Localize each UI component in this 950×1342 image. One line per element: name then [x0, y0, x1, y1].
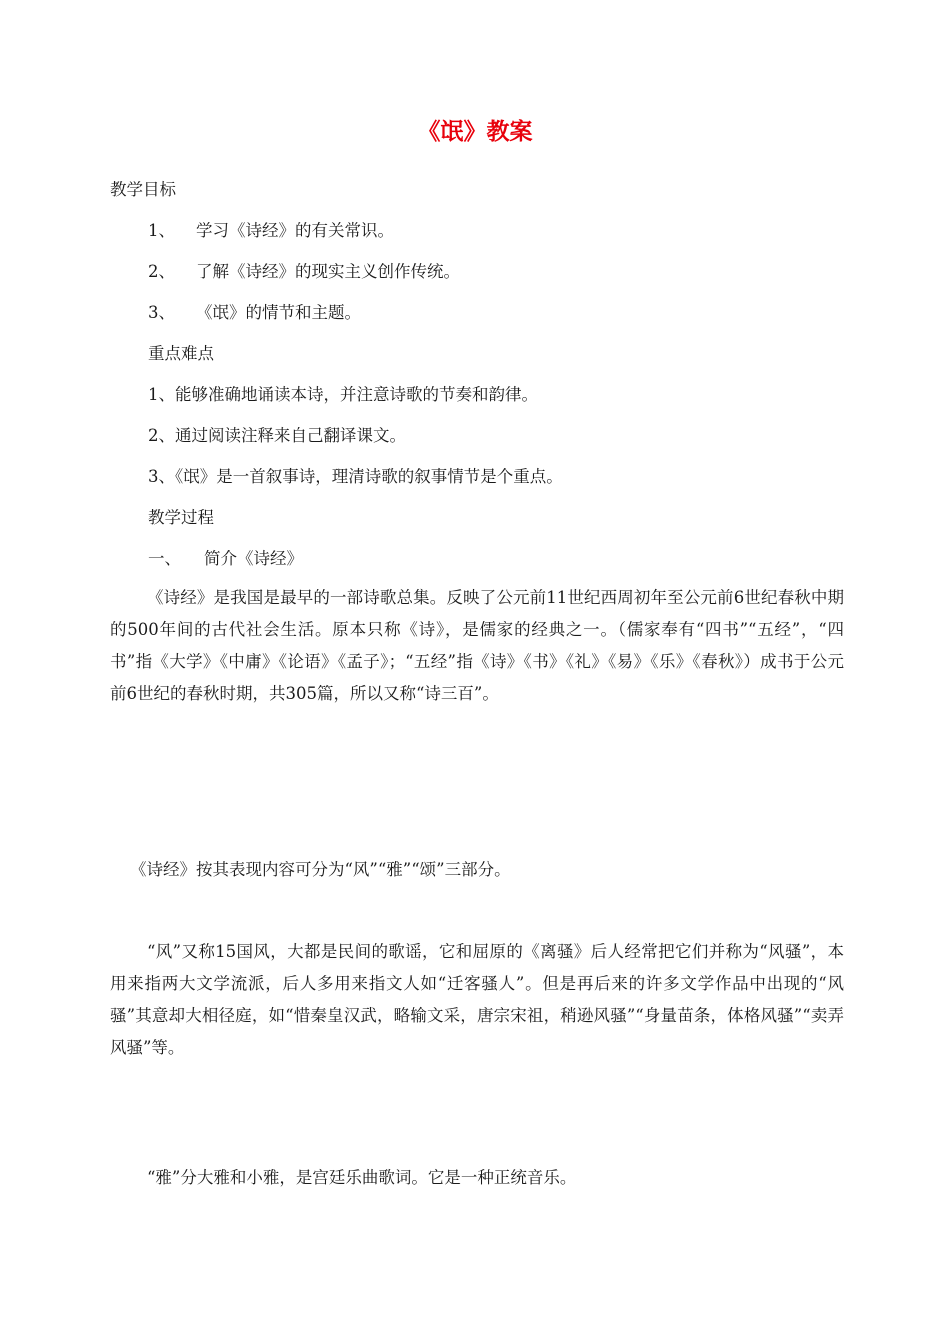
section-heading	[148, 547, 303, 571]
objective-number: 2、	[148, 262, 175, 281]
document-title: 《氓》教案	[417, 119, 533, 145]
objective-text: 了解《诗经》的现实主义创作传统。	[196, 262, 460, 281]
objective-item	[148, 260, 460, 284]
paragraph-shijing-parts: 《诗经》按其表现内容可分为“风”“雅”“颂”三部分。	[130, 860, 511, 879]
key-points-heading: 重点难点	[148, 344, 214, 363]
key-point-item: 3、《氓》是一首叙事诗，理清诗歌的叙事情节是个重点。	[148, 467, 563, 486]
section-text: 简介《诗经》	[204, 549, 303, 568]
objective-number: 3、	[148, 303, 175, 322]
objective-item	[148, 219, 394, 243]
key-point-item: 2、通过阅读注释来自己翻译课文。	[148, 426, 406, 445]
objective-text: 《氓》的情节和主题。	[196, 303, 361, 322]
objective-item	[148, 301, 361, 325]
objectives-heading: 教学目标	[110, 180, 176, 199]
process-heading: 教学过程	[148, 508, 214, 527]
objective-number: 1、	[148, 221, 175, 240]
paragraph-feng: “风”又称15国风，大都是民间的歌谣，它和屈原的《离骚》后人经常把它们并称为“风骚”，本用来指两大文学流派，后人多用来指文人如“迁客骚人”。但是再后来的许多文学作品中出现的“风骚”其意却大相径庭，如“惜秦皇汉武，略输文采，唐宗宋祖，稍逊风骚”“身量苗条，体格风骚”“卖弄风骚”等。	[110, 942, 844, 1057]
paragraph-shijing-intro: 《诗经》是我国是最早的一部诗歌总集。反映了公元前11世纪西周初年至公元前6世纪春秋中期的500年间的古代社会生活。原本只称《诗》，是儒家的经典之一。（儒家奉有“四书”“五经”，“四书”指《大学》《中庸》《论语》《孟子》；“五经”指《诗》《书》《礼》《易》《乐》《春秋》）成书于公元前6世纪的春秋时期，共305篇，所以又称“诗三百”。	[110, 588, 844, 703]
section-number: 一、	[148, 549, 181, 568]
objective-text: 学习《诗经》的有关常识。	[196, 221, 394, 240]
key-point-item: 1、能够准确地诵读本诗，并注意诗歌的节奏和韵律。	[148, 385, 538, 404]
paragraph-ya: “雅”分大雅和小雅，是宫廷乐曲歌词。它是一种正统音乐。	[147, 1168, 577, 1187]
